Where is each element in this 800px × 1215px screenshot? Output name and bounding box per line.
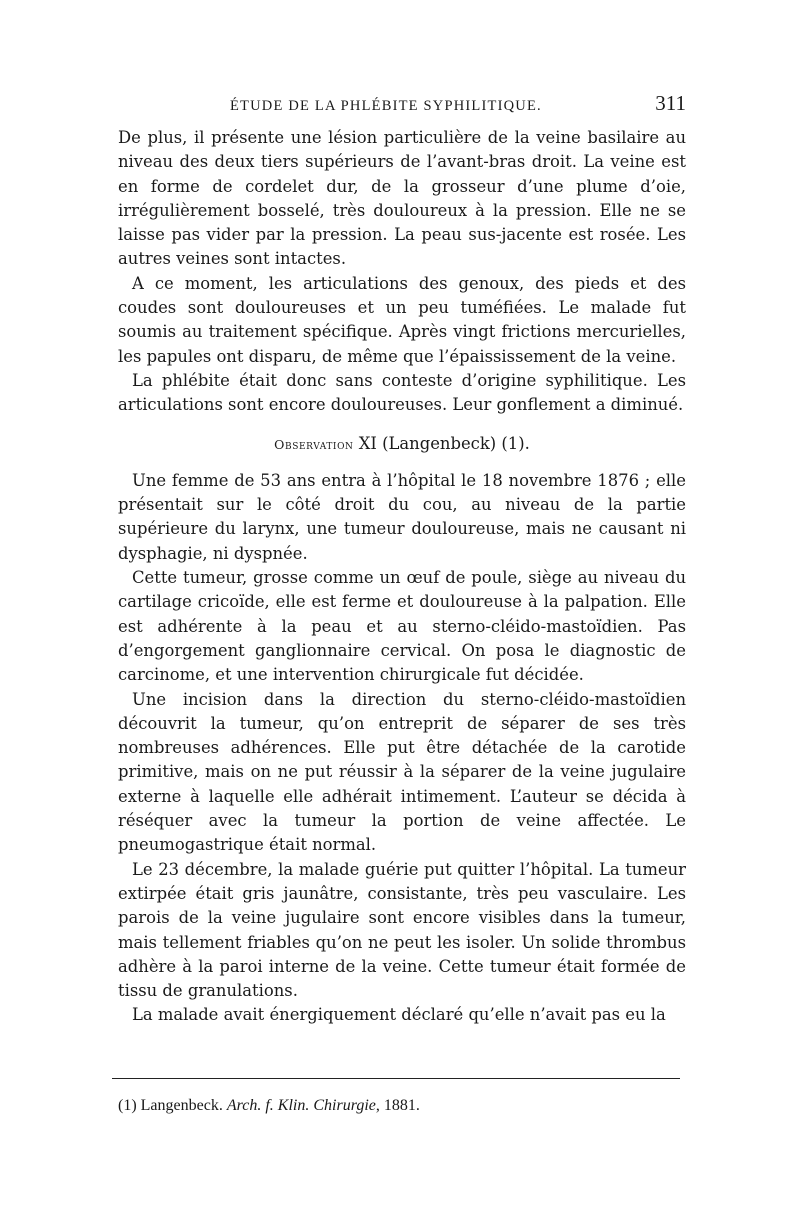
observation-reference: XI (Langenbeck) (1).: [353, 433, 530, 453]
footnote-suffix: , 1881.: [375, 1097, 420, 1114]
footnote: [118, 1097, 420, 1115]
footnote-journal: Arch. f. Klin. Chirurgie: [226, 1097, 376, 1114]
page-header: [118, 92, 686, 120]
paragraph: Une incision dans la direction du sterno-cléido-mastoïdien découvrit la tumeur, qu’on entreprit de séparer de ses très nombreuses adhérences. Elle put être détachée de la carotide primitive, mais on ne put réussir à la séparer de la veine jugulaire externe à laquelle elle adhérait intimement. L’auteur se décida à réséquer avec la tumeur la portion de veine affectée. Le pneumogastrique était normal.: [118, 689, 686, 855]
paragraph: Une femme de 53 ans entra à l’hôpital le 18 novembre 1876 ; elle présentait sur le côté droit du cou, au niveau de la partie supérieure du larynx, une tumeur douloureuse, mais ne causant ni dysphagie, ni dyspnée.: [118, 470, 686, 563]
observation-label: Observation: [274, 436, 354, 452]
paragraph: De plus, il présente une lésion particulière de la veine basilaire au niveau des deux tiers supérieurs de l’avant-bras droit. La veine est en forme de cordelet dur, de la grosseur d’une plume d’oie, irrégulièrement bosselé, très douloureux à la pression. Elle ne se laisse pas vider par la pression. La peau sus-jacente est rosée. Les autres veines sont intactes.: [118, 128, 686, 269]
paragraph: La phlébite était donc sans conteste d’origine syphilitique. Les articulations sont encore douloureuses. Leur gonflement a diminué.: [118, 370, 686, 415]
paragraph: La malade avait énergiquement déclaré qu’elle n’avait pas eu la: [132, 1005, 666, 1025]
paragraph: Cette tumeur, grosse comme un œuf de poule, siège au niveau du cartilage cricoïde, elle est ferme et douloureuse à la palpation. Elle est adhérente à la peau et au sterno-cléido-mastoïdien. Pas d’engorgement ganglionnaire cervical. On posa le diagnostic de carcinome, et une intervention chirurgicale fut décidée.: [118, 568, 686, 685]
page-body: [118, 126, 686, 1028]
paragraph: A ce moment, les articulations des genoux, des pieds et des coudes sont douloureuses et un peu tuméfiées. Le malade fut soumis au traitement spécifique. Après vingt frictions mercurielles, les papules ont disparu, de même que l’épaississement de la veine.: [118, 273, 686, 366]
running-title: ÉTUDE DE LA PHLÉBITE SYPHILITIQUE.: [230, 98, 542, 114]
paragraph: Le 23 décembre, la malade guérie put quitter l’hôpital. La tumeur extirpée était gris jaunâtre, consistante, très peu vasculaire. Les parois de la veine jugulaire sont encore visibles dans la tumeur, mais tellement friables qu’on ne peut les isoler. Un solide thrombus adhère à la paroi interne de la veine. Cette tumeur était formée de tissu de granulations.: [118, 859, 686, 1001]
page-number: 311: [655, 91, 686, 115]
footnote-rule: [112, 1078, 680, 1079]
footnote-prefix: (1) Langenbeck.: [118, 1097, 227, 1114]
observation-heading: [118, 432, 686, 457]
